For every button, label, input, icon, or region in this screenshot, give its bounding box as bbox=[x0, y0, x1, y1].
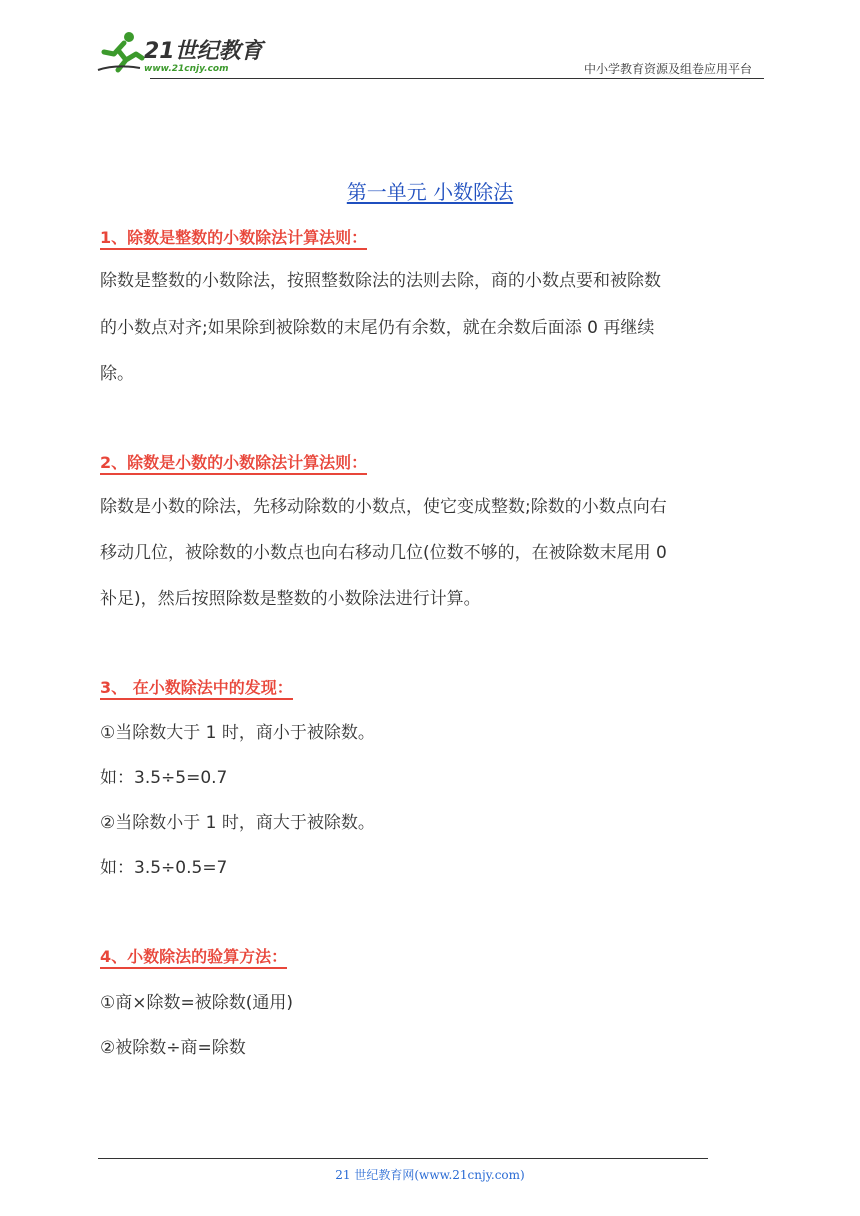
section-3-line-4: 如：3.5÷0.5=7 bbox=[100, 858, 228, 878]
section-1-line-1: 除数是整数的小数除法，按照整数除法的法则去除，商的小数点要和被除数 bbox=[100, 271, 661, 291]
runner-logo-icon bbox=[96, 30, 146, 76]
logo-text: 21世纪教育 bbox=[144, 39, 263, 64]
section-2-line-3: 补足)，然后按照除数是整数的小数除法进行计算。 bbox=[100, 589, 481, 609]
header-divider bbox=[150, 78, 764, 79]
section-2-line-2: 移动几位，被除数的小数点也向右移动几位(位数不够的，在被除数末尾用 0 bbox=[100, 543, 667, 563]
section-1-line-3: 除。 bbox=[100, 364, 134, 384]
section-4-line-2: ②被除数÷商=除数 bbox=[100, 1038, 246, 1058]
platform-label: 中小学教育资源及组卷应用平台 bbox=[583, 62, 752, 76]
section-2-line-1: 除数是小数的除法，先移动除数的小数点，使它变成整数;除数的小数点向右 bbox=[100, 497, 667, 517]
section-3-line-2: 如：3.5÷5=0.7 bbox=[100, 768, 228, 788]
logo bbox=[96, 30, 266, 80]
section-heading-1: 1、除数是整数的小数除法计算法则： bbox=[100, 225, 367, 248]
section-1-line-2: 的小数点对齐;如果除到被除数的末尾仍有余数，就在余数后面添 0 再继续 bbox=[100, 318, 655, 338]
section-heading-3: 3、 在小数除法中的发现： bbox=[100, 675, 293, 698]
section-heading-2: 2、除数是小数的小数除法计算法则： bbox=[100, 450, 367, 473]
footer-text: 21 世纪教育网(www.21cnjy.com) bbox=[335, 1168, 525, 1182]
section-heading-4: 4、小数除法的验算方法： bbox=[100, 944, 287, 967]
footer-divider bbox=[98, 1158, 708, 1159]
section-3-line-1: ①当除数大于 1 时，商小于被除数。 bbox=[100, 723, 375, 743]
page-header bbox=[0, 0, 860, 90]
section-4-line-1: ①商×除数=被除数(通用) bbox=[100, 993, 293, 1013]
logo-url: www.21cnjy.com bbox=[144, 64, 229, 74]
page-title: 第一单元 小数除法 bbox=[346, 180, 514, 204]
section-3-line-3: ②当除数小于 1 时，商大于被除数。 bbox=[100, 813, 375, 833]
